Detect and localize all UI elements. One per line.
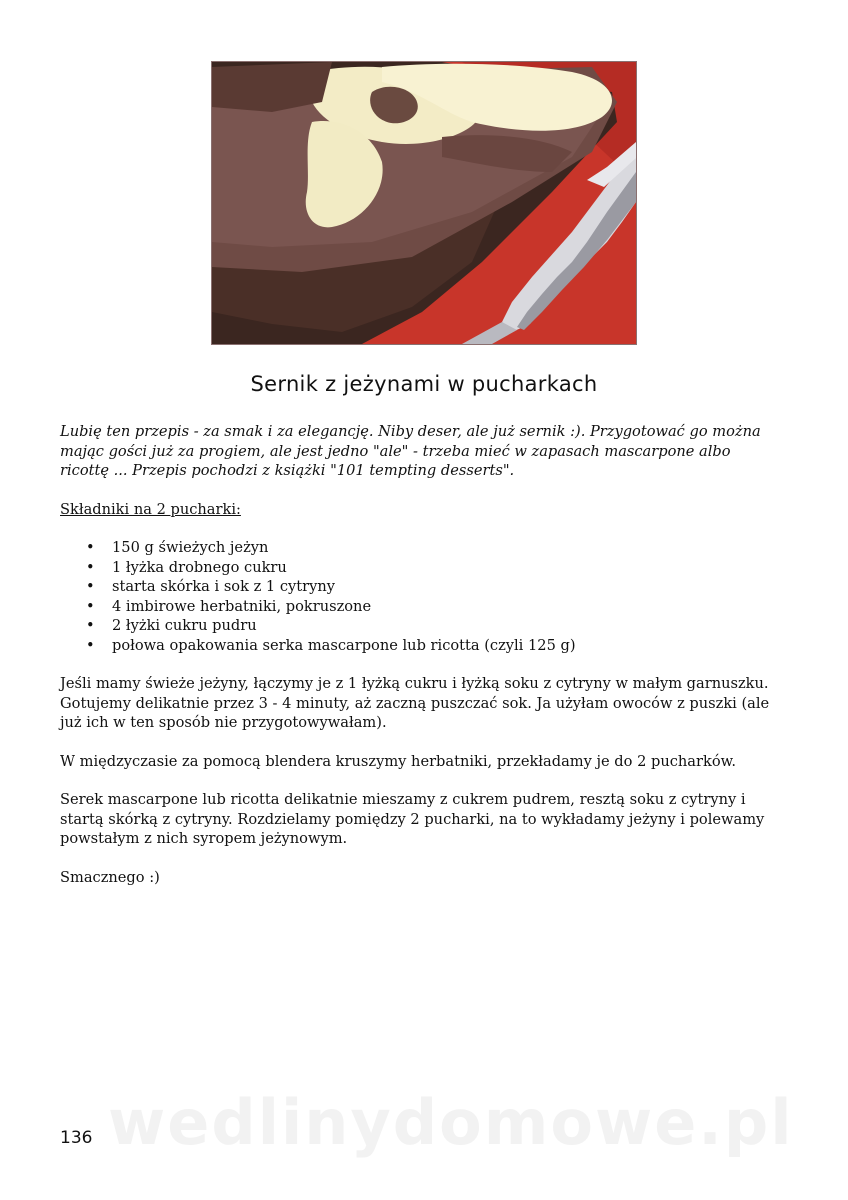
step-line: powstałym z nich syropem jeżynowym. (60, 830, 348, 847)
ingredient-item: • 1 łyżka drobnego cukru (112, 558, 800, 578)
closing-line (60, 868, 800, 888)
step-line: już ich w ten sposób nie przygotowywałam). (60, 714, 387, 731)
step-paragraph (60, 790, 800, 849)
page-number: 136 (60, 1128, 93, 1148)
recipe-body (60, 422, 800, 906)
ingredient-item: • 4 imbirowe herbatniki, pokruszone (112, 597, 800, 617)
ingredient-item: • 150 g świeżych jeżyn (112, 538, 800, 558)
cheesecake-illustration (212, 62, 636, 344)
step-line: Gotujemy delikatnie przez 3 - 4 minuty, aż zaczną puszczać sok. Ja użyłam owoców z puszki (ale (60, 694, 770, 712)
intro-line: ricottę ... Przepis pochodzi z książki "101 tempting desserts". (60, 462, 515, 479)
step-line: startą skórką z cytryny. Rozdzielamy pomiędzy 2 pucharki, na to wykładamy jeżyny i polewamy (60, 810, 765, 828)
step-paragraph (60, 674, 800, 733)
site-watermark: wedlinydomowe.pl (108, 1086, 794, 1159)
step-line: Serek mascarpone lub ricotta delikatnie mieszamy z cukrem pudrem, resztą soku z cytryny i (60, 791, 746, 808)
intro-line: Lubię ten przepis - za smak i za elegancję. Niby deser, ale już sernik :). Przygotować go można (60, 423, 761, 440)
recipe-intro (60, 422, 800, 481)
step-line: W międzyczasie za pomocą blendera kruszymy herbatniki, przekładamy je do 2 pucharków. (60, 752, 737, 770)
ingredient-item: • połowa opakowania serka mascarpone lub ricotta (czyli 125 g) (112, 636, 800, 656)
ingredient-item: • starta skórka i sok z 1 cytryny (112, 577, 800, 597)
ingredients-heading: Składniki na 2 pucharki: (60, 500, 241, 518)
ingredients-list (60, 538, 800, 655)
step-paragraph (60, 752, 800, 772)
cheesecake-photo (211, 61, 637, 345)
recipe-title: Sernik z jeżynami w pucharkach (250, 372, 598, 396)
intro-line: mając gości już za progiem, ale jest jedno "ale" - trzeba mieć w zapasach mascarpone albo (60, 442, 731, 460)
step-line: Jeśli mamy świeże jeżyny, łączymy je z 1 łyżką cukru i łyżką soku z cytryny w małym garnuszku. (60, 675, 769, 692)
step-line: Smacznego :) (60, 868, 160, 886)
ingredient-item: • 2 łyżki cukru pudru (112, 616, 800, 636)
